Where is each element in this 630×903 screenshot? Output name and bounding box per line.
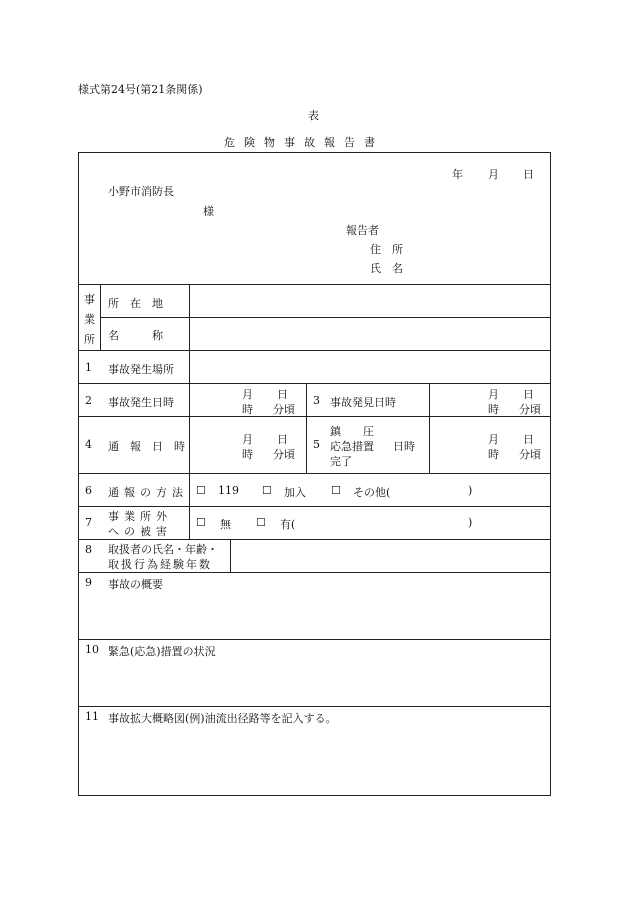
row-5-label-1: 鎮 圧 bbox=[330, 425, 374, 438]
checkbox-yes[interactable] bbox=[256, 516, 266, 529]
row-1-number: 1 bbox=[85, 361, 92, 374]
rule bbox=[100, 317, 551, 318]
rule bbox=[230, 539, 231, 572]
row-4-month: 月 bbox=[242, 433, 253, 446]
option-yes-close: ) bbox=[468, 516, 473, 529]
row-4-day: 日 bbox=[277, 433, 288, 446]
office-group-char: 所 bbox=[84, 333, 95, 346]
rule bbox=[100, 284, 101, 350]
checkbox-119[interactable] bbox=[196, 484, 206, 497]
reporter-name-label: 氏 名 bbox=[370, 262, 403, 275]
form-number: 様式第24号(第21条関係) bbox=[78, 83, 203, 96]
row-2-minute: 分頃 bbox=[273, 403, 295, 416]
checkbox-other[interactable] bbox=[331, 484, 341, 497]
reporter-address-label: 住 所 bbox=[370, 243, 403, 256]
row-2-day: 日 bbox=[277, 388, 288, 401]
checkbox-icon: ☐ bbox=[196, 516, 206, 529]
office-group-char: 事 bbox=[84, 293, 95, 306]
row-4-label: 通 報 日 時 bbox=[108, 440, 185, 453]
option-119: 119 bbox=[218, 484, 239, 497]
row-3-label: 事故発見日時 bbox=[330, 396, 396, 409]
row-5-minute: 分頃 bbox=[519, 448, 541, 461]
rule bbox=[78, 383, 551, 384]
row-4-number: 4 bbox=[85, 438, 92, 451]
row-3-day: 日 bbox=[523, 388, 534, 401]
rule bbox=[78, 706, 551, 707]
checkbox-icon: ☐ bbox=[256, 516, 266, 529]
month-label: 月 bbox=[488, 168, 499, 181]
row-5-label-2: 応急措置 bbox=[330, 440, 374, 453]
row-8-number: 8 bbox=[85, 543, 92, 556]
option-yes: 有( bbox=[280, 518, 296, 531]
row-5-number: 5 bbox=[313, 438, 320, 451]
row-10-number: 10 bbox=[85, 643, 99, 656]
checkbox-kanyu[interactable] bbox=[262, 484, 272, 497]
option-none: 無 bbox=[220, 518, 231, 531]
row-8-label-2: 取扱行為経験年数 bbox=[108, 558, 212, 571]
checkbox-none[interactable] bbox=[196, 516, 206, 529]
rule bbox=[78, 639, 551, 640]
row-2-label: 事故発生日時 bbox=[108, 396, 174, 409]
row-5-month: 月 bbox=[488, 433, 499, 446]
row-4-hour: 時 bbox=[242, 448, 253, 461]
row-9-number: 9 bbox=[85, 576, 92, 589]
rule bbox=[78, 473, 551, 474]
row-8-label-1: 取扱者の氏名・年齢・ bbox=[108, 543, 218, 556]
rule bbox=[189, 284, 190, 539]
row-9-label: 事故の概要 bbox=[108, 578, 163, 591]
row-7-label-2: への被害 bbox=[108, 525, 172, 538]
addressee: 小野市消防長 bbox=[108, 185, 174, 198]
row-6-number: 6 bbox=[85, 484, 92, 497]
row-11-label: 事故拡大概略図(例)油流出径路等を記入する。 bbox=[108, 712, 337, 725]
office-group-label bbox=[84, 290, 95, 350]
row-5-label-3: 完了 bbox=[330, 455, 352, 468]
day-label: 日 bbox=[523, 168, 534, 181]
form-side: 表 bbox=[308, 109, 319, 122]
row-2-hour: 時 bbox=[242, 403, 253, 416]
row-7-number: 7 bbox=[85, 516, 92, 529]
option-kanyu: 加入 bbox=[284, 486, 306, 499]
checkbox-icon: ☐ bbox=[262, 484, 272, 497]
row-5-day: 日 bbox=[523, 433, 534, 446]
year-label: 年 bbox=[452, 168, 463, 181]
row-7-label-1: 事業所外 bbox=[108, 510, 172, 523]
row-11-number: 11 bbox=[85, 710, 99, 723]
row-4-minute: 分頃 bbox=[273, 448, 295, 461]
form-frame bbox=[78, 152, 551, 796]
office-group-char: 業 bbox=[84, 313, 95, 326]
option-other-close: ) bbox=[468, 484, 473, 497]
office-location-label: 所 在 地 bbox=[108, 297, 163, 310]
checkbox-icon: ☐ bbox=[196, 484, 206, 497]
rule bbox=[78, 416, 551, 417]
row-10-label: 緊急(応急)措置の状況 bbox=[108, 645, 216, 658]
row-6-label: 通報の方法 bbox=[108, 486, 188, 499]
row-1-label: 事故発生場所 bbox=[108, 363, 174, 376]
sama-label: 様 bbox=[203, 205, 214, 218]
row-3-month: 月 bbox=[488, 388, 499, 401]
reporter-label: 報告者 bbox=[346, 224, 379, 237]
row-2-number: 2 bbox=[85, 394, 92, 407]
option-other: その他( bbox=[353, 486, 391, 499]
rule bbox=[306, 383, 307, 473]
rule bbox=[78, 539, 551, 540]
row-3-minute: 分頃 bbox=[519, 403, 541, 416]
page-title: 危険物事故報告書 bbox=[224, 136, 384, 149]
row-5-hour: 時 bbox=[488, 448, 499, 461]
row-5-label-date: 日時 bbox=[393, 440, 415, 453]
rule bbox=[429, 383, 430, 473]
rule bbox=[78, 572, 551, 573]
rule bbox=[78, 284, 551, 285]
checkbox-icon: ☐ bbox=[331, 484, 341, 497]
rule bbox=[78, 350, 551, 351]
row-3-hour: 時 bbox=[488, 403, 499, 416]
row-2-month: 月 bbox=[242, 388, 253, 401]
office-name-label: 名 称 bbox=[108, 329, 163, 342]
rule bbox=[78, 506, 551, 507]
row-3-number: 3 bbox=[313, 394, 320, 407]
